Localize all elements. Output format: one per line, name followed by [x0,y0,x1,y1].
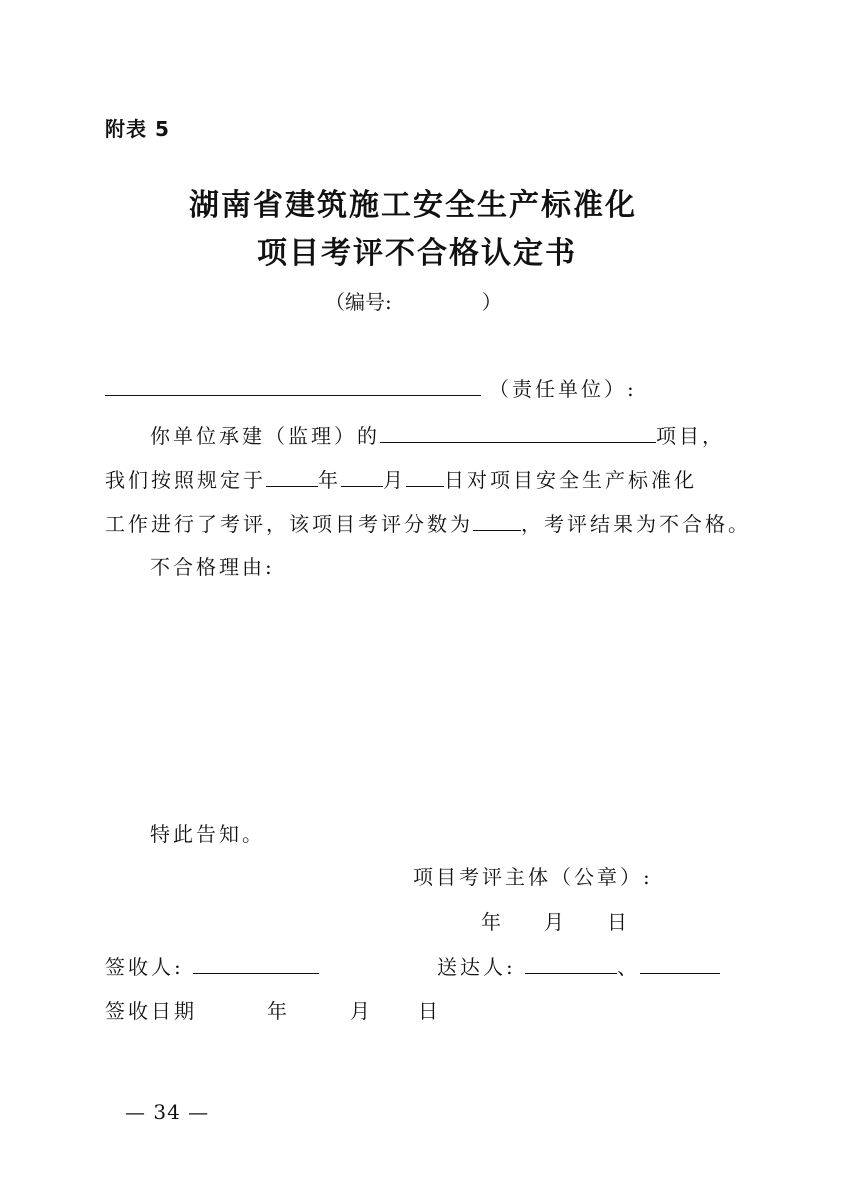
responsible-unit-line [105,373,637,402]
evaluation-month-blank[interactable] [341,468,383,487]
deliverer-blank-1[interactable] [525,955,617,974]
receipt-day-label: 日 [418,999,441,1023]
evaluation-day-blank[interactable] [406,468,444,487]
project-sentence-end: 项目， [656,424,725,448]
score-sentence-end: ，考评结果为不合格。 [521,512,751,536]
responsible-unit-blank[interactable] [105,377,481,396]
evaluation-year-blank[interactable] [266,468,318,487]
evaluation-year-label: 年 [318,468,341,492]
receipt-month-label: 月 [350,999,373,1023]
paragraph-line-3 [105,508,751,537]
receipt-date-label: 签收日期 [105,999,197,1023]
receipt-date-line [105,995,441,1024]
score-sentence-start: 工作进行了考评，该项目考评分数为 [105,512,473,536]
issue-date [481,906,630,935]
receiver-line [105,951,319,980]
page-number: — 34 — [125,1100,210,1124]
project-sentence-start: 你单位承建（监理）的 [150,424,380,448]
document-title-line-1: 湖南省建筑施工安全生产标准化 [189,188,637,223]
deliverer-line [437,951,720,980]
serial-number-field [325,286,502,315]
deliverer-label: 送达人: [437,955,516,979]
deliverer-blank-2[interactable] [640,955,720,974]
evaluation-date-outro: 日对项目安全生产标准化 [444,468,697,492]
issue-year-label: 年 [481,910,504,934]
receipt-year-label: 年 [267,999,290,1023]
paragraph-line-1 [150,420,725,449]
serial-number-label: （编号: [325,290,392,314]
project-name-blank[interactable] [380,424,656,443]
paragraph-line-2 [105,464,697,493]
issue-month-label: 月 [544,910,567,934]
evaluation-subject-seal-label: 项目考评主体（公章）: [413,865,653,889]
appendix-label: 附表 5 [105,117,170,141]
document-title-line-2: 项目考评不合格认定书 [257,236,577,271]
evaluation-month-label: 月 [383,468,406,492]
receiver-blank[interactable] [193,955,319,974]
issue-day-label: 日 [607,910,630,934]
receiver-label: 签收人: [105,955,184,979]
responsible-unit-label: （责任单位）: [489,377,637,401]
deliverer-separator: 、 [617,955,641,979]
evaluation-date-intro: 我们按照规定于 [105,468,266,492]
notice-text: 特此告知。 [150,822,265,846]
serial-number-close: ） [481,290,502,314]
failure-reason-label: 不合格理由: [150,555,275,579]
score-blank[interactable] [473,512,521,531]
